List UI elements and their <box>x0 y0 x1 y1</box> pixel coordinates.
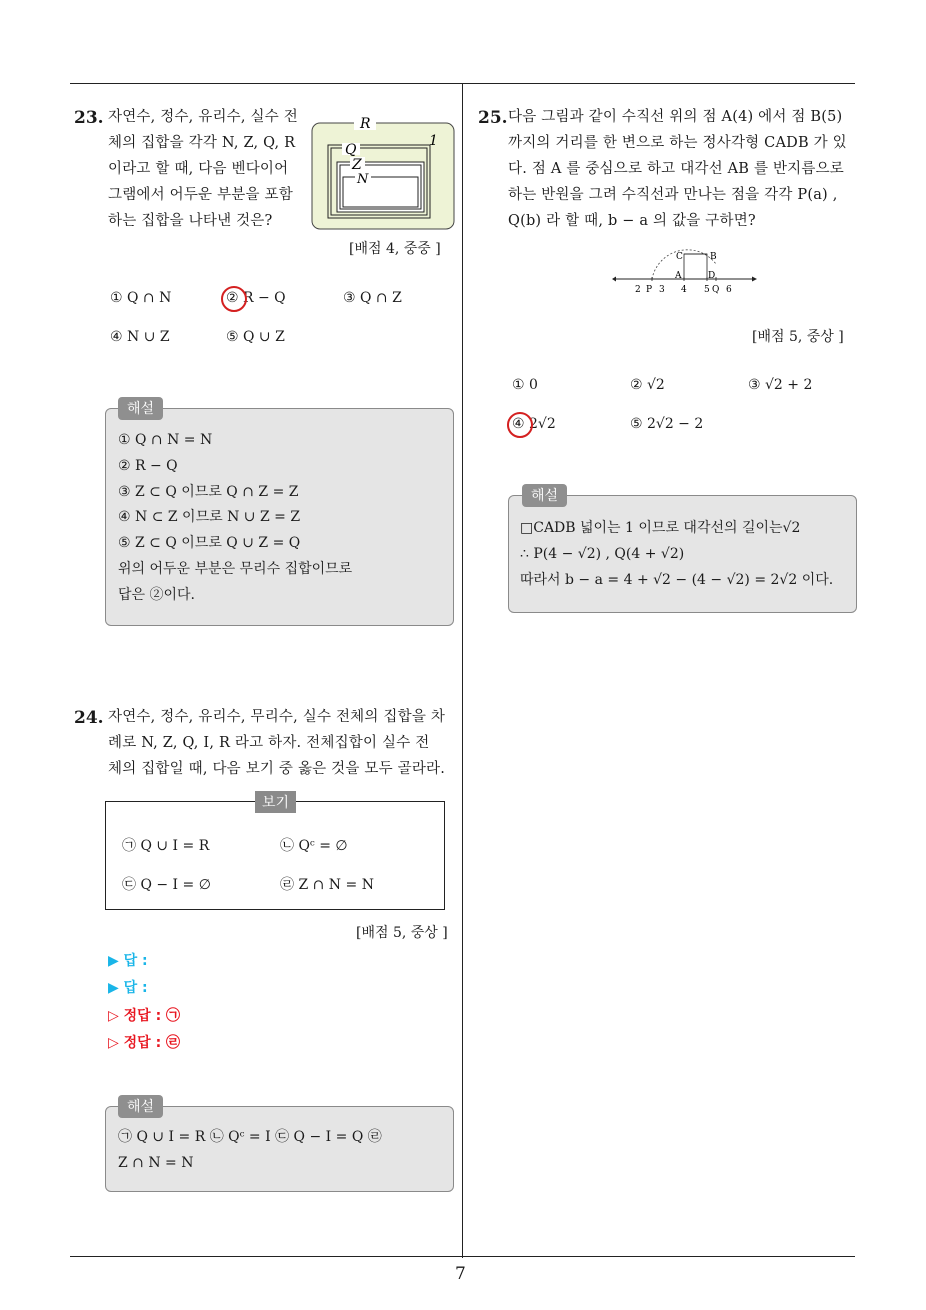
point-label: A <box>675 271 682 281</box>
square-cadb <box>684 254 707 279</box>
q24-text <box>108 704 458 782</box>
q25-choice-5[interactable]: ⑤ 2√2 − 2 <box>630 416 704 432</box>
q25-text-line: 다음 그림과 같이 수직선 위의 점 A(4) 에서 점 B(5) <box>508 109 843 125</box>
q23-number: 23. <box>74 108 104 128</box>
q24-solution-line: ㉠ Q ∪ I = R ㉡ Qᶜ = I ㉢ Q − I = Q ㉣ <box>118 1129 382 1145</box>
q25-solution-tag: 해설 <box>522 484 567 507</box>
q23-solution-line: ① Q ∩ N = N <box>118 432 213 448</box>
q25-solution-line: 따라서 b − a = 4 + √2 − (4 − √2) = 2√2 이다. <box>520 572 834 588</box>
q23-text <box>108 104 308 234</box>
tick-label: P <box>646 285 653 295</box>
q23-solution-line: 답은 ②이다. <box>118 587 195 603</box>
q25-number: 25. <box>478 108 508 128</box>
q23-solution-line: ④ N ⊂ Z 이므로 N ∪ Z = Z <box>118 509 301 525</box>
q23-solution-line: ③ Z ⊂ Q 이므로 Q ∩ Z = Z <box>118 484 299 500</box>
column-divider <box>462 83 463 1258</box>
q24-example-item: ㉢ Q − I = ∅ <box>122 877 211 893</box>
q24-correct-line: ▷ 정답 : ㉠ <box>108 1008 181 1024</box>
q25-number-line-figure <box>612 246 758 298</box>
point-label: B <box>710 252 717 262</box>
q24-score: [배점 5, 중상 ] <box>356 925 448 941</box>
tick-label: 3 <box>659 285 665 295</box>
point-label: C <box>676 252 683 262</box>
tick-label: 4 <box>681 285 687 295</box>
q23-solution-line: 위의 어두운 부분은 무리수 집합이므로 <box>118 561 353 577</box>
q24-text-line: 자연수, 정수, 유리수, 무리수, 실수 전체의 집합을 차 <box>108 709 446 725</box>
tick-label: Q <box>712 285 720 295</box>
q25-selected-circle <box>507 412 533 438</box>
q23-choice-5[interactable]: ⑤ Q ∪ Z <box>226 329 285 345</box>
q23-text-line: 그램에서 어두운 부분을 포함 <box>108 187 293 203</box>
q24-solution-line: Z ∩ N = N <box>118 1155 194 1171</box>
q24-example-item: ㉡ Qᶜ = ∅ <box>280 838 348 854</box>
q25-text-line: Q(b) 라 할 때, b − a 의 값을 구하면? <box>508 213 756 229</box>
q23-venn-diagram <box>310 112 456 232</box>
tick-label: 2 <box>635 285 641 295</box>
q24-example-title: 보기 <box>255 791 296 813</box>
q24-text-line: 례로 N, Z, Q, I, R 라고 하자. 전체집합이 실수 전 <box>108 735 430 751</box>
q25-choice-1[interactable]: ① 0 <box>512 377 538 393</box>
q25-solution-line: ∴ P(4 − √2) , Q(4 + √2) <box>520 546 685 562</box>
venn-label-1: 1 <box>429 133 438 149</box>
q23-text-line: 체의 집합을 각각 N, Z, Q, R <box>108 135 296 151</box>
q23-choice-3[interactable]: ③ Q ∩ Z <box>343 290 402 306</box>
q23-solution-tag: 해설 <box>118 397 163 420</box>
q23-solution-line: ② R − Q <box>118 458 178 474</box>
q24-text-line: 체의 집합일 때, 다음 보기 중 옳은 것을 모두 골라라. <box>108 761 446 777</box>
q25-text-line: 까지의 거리를 한 변으로 하는 정사각형 CADB 가 있 <box>508 135 847 151</box>
q25-choice-4[interactable]: ④ 2√2 <box>512 416 556 432</box>
q24-correct-line: ▷ 정답 : ㉣ <box>108 1035 181 1051</box>
q24-answer-line[interactable]: ▶ 답 : <box>108 980 148 996</box>
tick-label: 6 <box>726 285 732 295</box>
q24-number: 24. <box>74 708 104 728</box>
tick-label: 5 <box>704 285 710 295</box>
q23-choice-4[interactable]: ④ N ∪ Z <box>110 329 170 345</box>
q24-solution-tag: 해설 <box>118 1095 163 1118</box>
q24-example-item: ㉣ Z ∩ N = N <box>280 877 374 893</box>
venn-label-q: Q <box>345 142 357 158</box>
q23-solution-line: ⑤ Z ⊂ Q 이므로 Q ∪ Z = Q <box>118 535 301 551</box>
q25-solution-line: □CADB 넓이는 1 이므로 대각선의 길이는√2 <box>520 520 801 536</box>
point-label: D <box>708 271 716 281</box>
q23-choice-1[interactable]: ① Q ∩ N <box>110 290 172 306</box>
q25-choice-3[interactable]: ③ √2 + 2 <box>748 377 813 393</box>
q23-text-line: 자연수, 정수, 유리수, 실수 전 <box>108 109 298 125</box>
q23-text-line: 하는 집합을 나타낸 것은? <box>108 213 273 229</box>
bottom-rule <box>70 1256 855 1257</box>
q25-score: [배점 5, 중상 ] <box>752 329 844 345</box>
q23-selected-circle <box>221 286 247 312</box>
page-number: 7 <box>455 1264 466 1284</box>
q24-answer-line[interactable]: ▶ 답 : <box>108 953 148 969</box>
q25-choice-2[interactable]: ② √2 <box>630 377 665 393</box>
venn-set-n <box>343 177 418 207</box>
q25-text <box>508 104 858 234</box>
q25-text-line: 하는 반원을 그려 수직선과 만나는 점을 각각 P(a) , <box>508 187 838 203</box>
q23-choice-2[interactable]: ② R − Q <box>226 290 286 306</box>
venn-label-n: N <box>357 172 369 187</box>
q23-text-line: 이라고 할 때, 다음 벤다이어 <box>108 161 289 177</box>
q23-score: [배점 4, 중중 ] <box>349 241 441 257</box>
venn-label-r: R <box>360 116 371 132</box>
q24-example-item: ㉠ Q ∪ I = R <box>122 838 210 854</box>
venn-label-z: Z <box>352 157 362 173</box>
q25-text-line: 다. 점 A 를 중심으로 하고 대각선 AB 를 반지름으로 <box>508 161 845 177</box>
